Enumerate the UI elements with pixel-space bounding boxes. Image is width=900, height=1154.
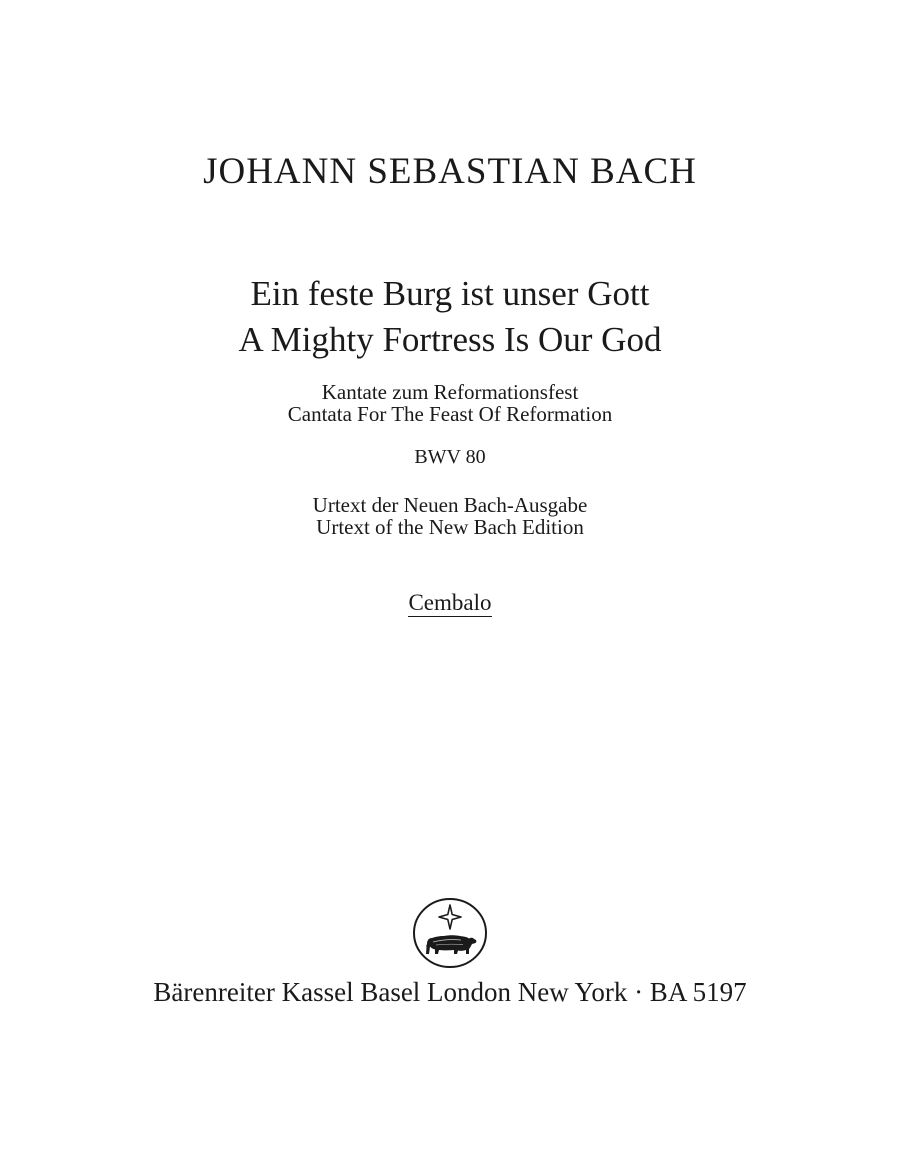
edition-note-english: Urtext of the New Bach Edition bbox=[316, 515, 584, 539]
work-title-english: A Mighty Fortress Is Our God bbox=[238, 320, 662, 359]
instrument-part bbox=[0, 590, 900, 616]
catalog-number: BWV 80 bbox=[414, 446, 486, 468]
edition-note-german: Urtext der Neuen Bach-Ausgabe bbox=[312, 493, 588, 517]
instrument-label: Cembalo bbox=[408, 590, 492, 615]
publisher-imprint: Bärenreiter Kassel Basel London New York · BA 5197 bbox=[153, 977, 747, 1007]
subtitle-english: Cantata For The Feast Of Reformation bbox=[287, 402, 613, 426]
work-title-german: Ein feste Burg ist unser Gott bbox=[250, 274, 650, 313]
subtitle-german: Kantate zum Reformationsfest bbox=[321, 380, 579, 404]
barenreiter-bear-star-logo-icon bbox=[411, 897, 489, 969]
composer-name: JOHANN SEBASTIAN BACH bbox=[203, 151, 697, 192]
